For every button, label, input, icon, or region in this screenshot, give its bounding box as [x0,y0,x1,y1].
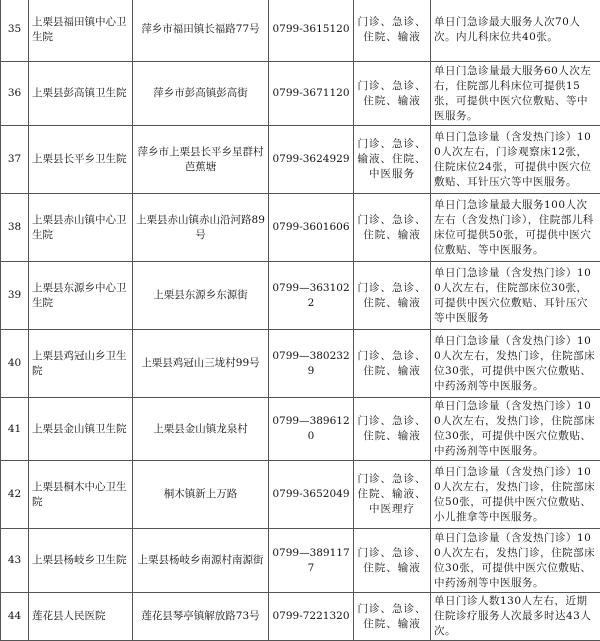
service-description: 单日门急诊量（含发热门诊）100人次左右，发热门诊，住院部床位30张，可提供中医穴位敷贴、中药汤剂等中医服务。 [431,529,600,593]
services: 门诊、急诊、住院、输液 [354,194,431,262]
services: 门诊、急诊、输液、住院、中医服务 [354,126,431,194]
services: 门诊、急诊、住院、输液 [354,0,431,62]
service-description: 单日门急诊量（含发热门诊）100人次左右，住院部床位30张，可提供中医穴位敷贴、耳针压穴等中医服务 [431,262,600,330]
phone-number: 0799-7221320 [269,593,354,641]
table-row [1,398,600,461]
hospital-address: 萍乡市彭高镇彭高街 [133,62,269,126]
table-row [1,461,600,529]
phone-number: 0799—3631022 [269,262,354,330]
hospital-name: 上栗县赤山镇中心卫生院 [29,194,133,262]
phone-number: 0799-3624929 [269,126,354,194]
services: 门诊、急诊、住院、输液、中医理疗 [354,461,431,529]
hospital-address: 桐木镇新上万路 [133,461,269,529]
phone-number: 0799-3615120 [269,0,354,62]
phone-number: 0799-3652049 [269,461,354,529]
service-description: 单日门急诊最大服务人次70人次。内儿科床位共40张。 [431,0,600,62]
row-number: 44 [1,593,29,641]
hospital-name: 上栗县福田镇中心卫生院 [29,0,133,62]
service-description: 单日门急诊量最大服务100人次左右（含发热门诊），住院部儿科床位可提供50张，可提供中医穴位敷贴、等中医服务。 [431,194,600,262]
hospital-address: 上栗县杨岐乡南源村南源街 [133,529,269,593]
hospital-address: 萍乡市福田镇长福路77号 [133,0,269,62]
table-row [1,62,600,126]
services: 门诊、急诊、住院、输液 [354,529,431,593]
hospital-name: 上栗县长平乡卫生院 [29,126,133,194]
table-row [1,126,600,194]
hospital-name: 上栗县桐木中心卫生院 [29,461,133,529]
services: 门诊、急诊、住院、输液 [354,593,431,641]
hospital-name: 上栗县鸡冠山乡卫生院 [29,330,133,398]
service-description: 单日门急诊量（含发热门诊）100人次左右，发热门诊，住院部床位50张，可提供中医穴位敷贴、小儿推拿等中医服务。 [431,461,600,529]
table-row [1,529,600,593]
phone-number: 0799—3896120 [269,398,354,461]
service-description: 单日门急诊量最大服务60人次左右，住院部儿科床位可提供15张，可提供中医穴位敷贴、等中医服务。 [431,62,600,126]
hospital-address: 上栗县金山镇龙泉村 [133,398,269,461]
hospital-address: 莲花县琴亭镇解放路73号 [133,593,269,641]
table-row [1,0,600,62]
row-number: 41 [1,398,29,461]
hospital-name: 上栗县金山镇卫生院 [29,398,133,461]
row-number: 40 [1,330,29,398]
phone-number: 0799—3891177 [269,529,354,593]
phone-number: 0799-3671120 [269,62,354,126]
row-number: 38 [1,194,29,262]
hospital-name: 上栗县彭高镇卫生院 [29,62,133,126]
hospital-name: 莲花县人民医院 [29,593,133,641]
table-row [1,262,600,330]
row-number: 39 [1,262,29,330]
row-number: 35 [1,0,29,62]
services: 门诊、急诊、住院、输液 [354,262,431,330]
table-row [1,330,600,398]
service-description: 单日门急诊量（含发热门诊）100人次左右，门诊观察床12张，住院床位24张，可提供中医穴位敷贴、耳针压穴等中医服务。 [431,126,600,194]
service-description: 单日门急诊量（含发热门诊）100人次左右，发热门诊，住院部床位30张，可提供中医穴位敷贴、中药汤剂等中医服务。 [431,330,600,398]
hospital-name: 上栗县杨岐乡卫生院 [29,529,133,593]
table-row [1,593,600,641]
row-number: 43 [1,529,29,593]
phone-number: 0799—3802329 [269,330,354,398]
services: 门诊、急诊、住院、输液 [354,330,431,398]
row-number: 42 [1,461,29,529]
hospital-name: 上栗县东源乡中心卫生院 [29,262,133,330]
table-row [1,194,600,262]
row-number: 36 [1,62,29,126]
hospital-address: 上栗县鸡冠山三垅村99号 [133,330,269,398]
row-number: 37 [1,126,29,194]
service-description: 单日门诊人数130人左右，近期住院诊疗服务人次最多时达43人次。 [431,593,600,641]
services: 门诊、急诊、住院、输液 [354,398,431,461]
hospital-address: 上栗县东源乡东源街 [133,262,269,330]
hospital-address: 上栗县赤山镇赤山沿河路89号 [133,194,269,262]
service-description: 单日门急诊量（含发热门诊）100人次左右，发热门诊，住院部床位30张，可提供中医穴位敷贴、中药汤剂等中医服务。 [431,398,600,461]
hospital-address: 萍乡市上栗县长平乡星群村芭蕉塘 [133,126,269,194]
phone-number: 0799-3601606 [269,194,354,262]
services: 门诊、急诊、住院、输液 [354,62,431,126]
